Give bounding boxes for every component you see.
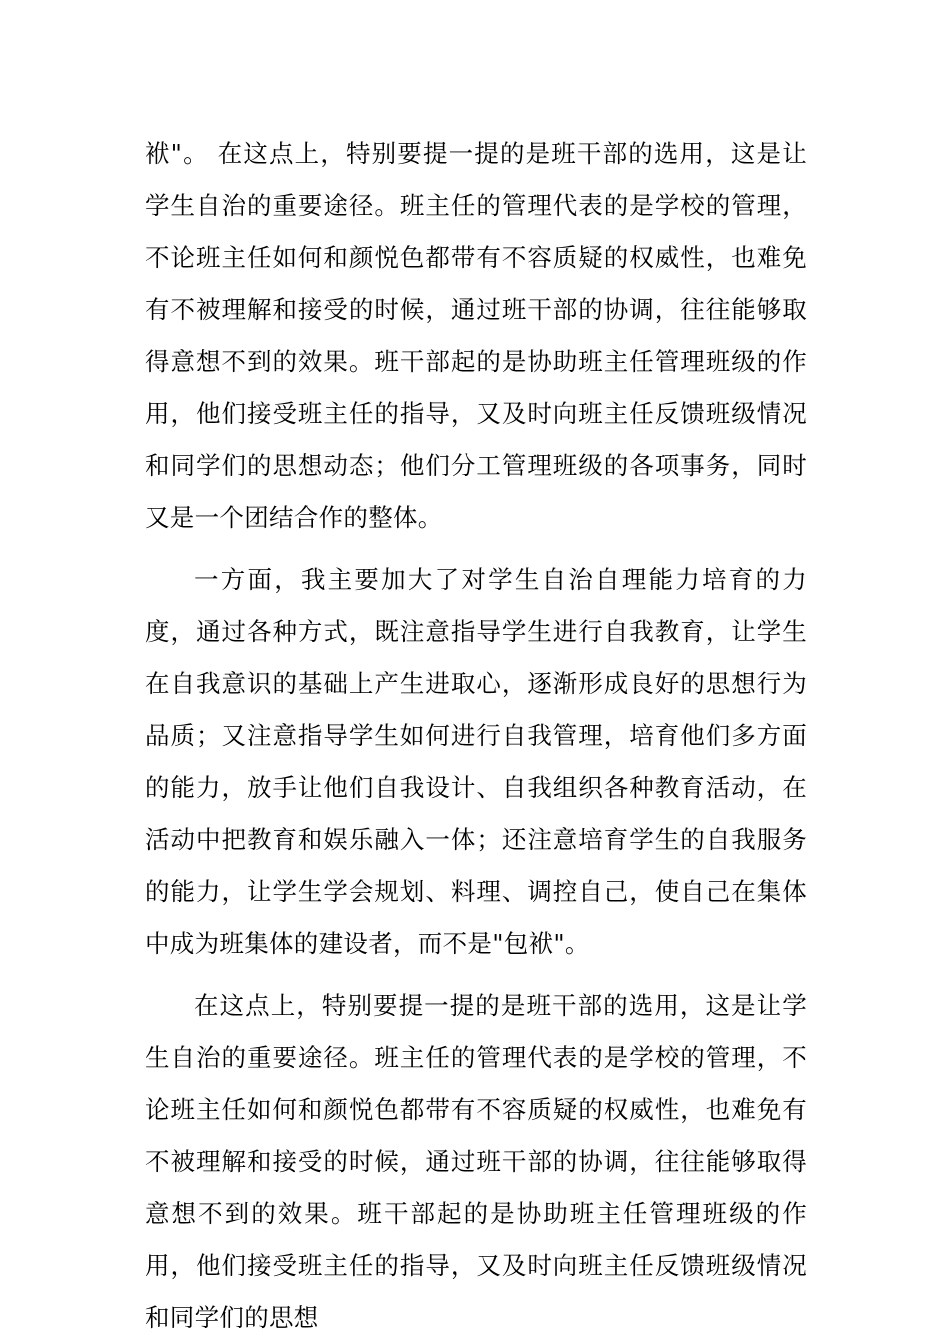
paragraph-3: 在这点上，特别要提一提的是班干部的选用，这是让学生自治的重要途径。班主任的管理代表的是学校的管理，不论班主任如何和颜悦色都带有不容质疑的权威性，也难免有不被理解和接受的时候，通过班干部的协调，往往能够取得意想不到的效果。班干部起的是协助班主任管理班级的作用，他们接受班主任的指导，又及时向班主任反馈班级情况和同学们的思想 bbox=[145, 991, 807, 1332]
document-body bbox=[145, 128, 807, 1344]
paragraph-1: 袱"。 在这点上，特别要提一提的是班干部的选用，这是让学生自治的重要途径。班主任的管理代表的是学校的管理，不论班主任如何和颜悦色都带有不容质疑的权威性，也难免有不被理解和接受的时候，通过班干部的协调，往往能够取得意想不到的效果。班干部起的是协助班主任管理班级的作用，他们接受班主任的指导，又及时向班主任反馈班级情况和同学们的思想动态；他们分工管理班级的各项事务，同时又是一个团结合作的整体。 bbox=[145, 139, 807, 532]
paragraph-2: 一方面，我主要加大了对学生自治自理能力培育的力度，通过各种方式，既注意指导学生进行自我教育，让学生在自我意识的基础上产生进取心，逐渐形成良好的思想行为品质；又注意指导学生如何进行自我管理，培育他们多方面的能力，放手让他们自我设计、自我组织各种教育活动，在活动中把教育和娱乐融入一体；还注意培育学生的自我服务的能力，让学生学会规划、料理、调控自己，使自己在集体中成为班集体的建设者，而不是"包袱"。 bbox=[145, 565, 807, 958]
